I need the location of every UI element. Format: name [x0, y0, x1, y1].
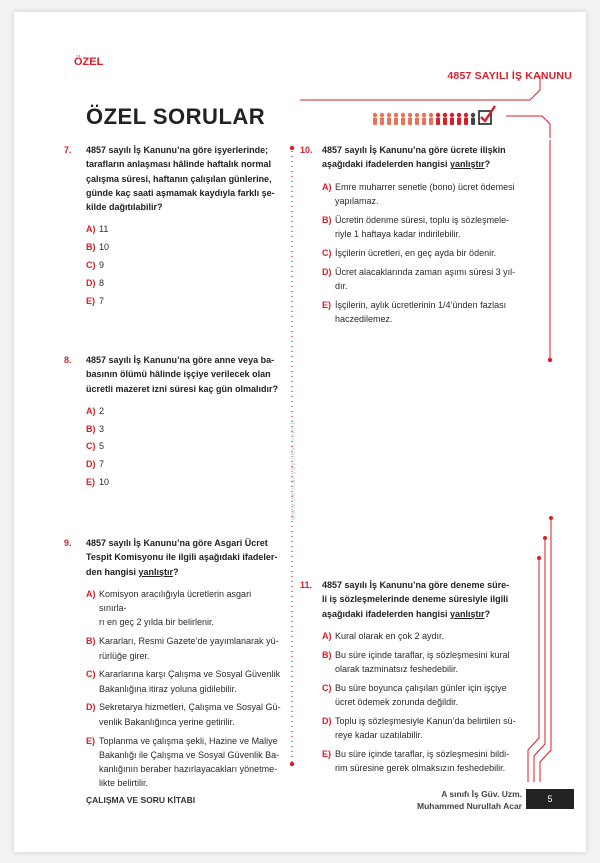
- author-title: A sınıfı İş Güv. Uzm.: [441, 789, 522, 799]
- question-line: 4857 sayılı İş Kanunu’na göre deneme süre-: [322, 580, 510, 590]
- question-mark: ?: [484, 608, 491, 619]
- option-line: Kararlarına karşı Çalışma ve Sosyal Güvenlik: [99, 669, 281, 680]
- question-mark: ?: [173, 566, 179, 577]
- option-letter: C): [86, 441, 96, 452]
- option-line: riyle 1 haftaya kadar indirilebilir.: [335, 228, 461, 239]
- option-e[interactable]: [86, 734, 281, 791]
- question-line: basının ölümü hâlinde işçiye verilecek olan: [86, 369, 271, 380]
- option-line: kanlığının beraber hazırlayacakları yönetme-: [99, 764, 278, 775]
- option-letter: B): [322, 214, 332, 225]
- question-9: [64, 536, 281, 795]
- option-c[interactable]: [86, 439, 281, 453]
- option-d[interactable]: [322, 714, 527, 743]
- option-line: venlik Bakanlığınca yerine getirilir.: [99, 716, 235, 727]
- question-line: li iş sözleşmelerinde deneme süresiyle ilgili: [322, 594, 509, 605]
- options: [322, 629, 527, 776]
- question-text: [322, 143, 527, 172]
- question-number: 10.: [300, 145, 313, 155]
- option-text: [335, 265, 527, 294]
- question-line-text: den hangisi: [86, 566, 139, 577]
- option-line: Kararları, Resmi Gazete’de yayımlanarak yü-: [99, 636, 279, 647]
- question-number: 8.: [64, 355, 72, 365]
- option-letter: D): [86, 459, 96, 470]
- emphasis-word: yanlıştır: [450, 608, 485, 619]
- option-line: Ücret alacaklarında zaman aşımı süresi 3 yıl-: [335, 266, 516, 277]
- question-text: [86, 353, 281, 396]
- option-letter: B): [86, 423, 96, 434]
- option-text: 9: [99, 260, 105, 271]
- question-10: [300, 143, 527, 331]
- option-d[interactable]: [86, 700, 281, 729]
- option-text: 5: [99, 441, 105, 452]
- question-line: çalışma süresi, haftanın çalışılan günlerine,: [86, 173, 272, 184]
- option-d[interactable]: [86, 457, 281, 471]
- option-text: [99, 634, 281, 663]
- option-line: reye kadar uzatılabilir.: [335, 730, 423, 741]
- question-8: [64, 353, 281, 493]
- people-row-icon: [372, 112, 490, 126]
- option-line: yapılamaz.: [335, 195, 379, 206]
- option-text: [99, 734, 281, 791]
- option-line: rürlüğe girer.: [99, 650, 150, 661]
- watermark: www.pelikanyayinevi.com.tr: [290, 418, 297, 520]
- option-line: olarak tazminatsız feshedebilir.: [335, 663, 459, 674]
- option-line: haczedilemez.: [335, 313, 393, 324]
- option-letter: E): [86, 735, 95, 746]
- option-e[interactable]: [86, 294, 281, 308]
- option-e[interactable]: [86, 475, 281, 489]
- option-text: 10: [99, 477, 110, 488]
- option-letter: C): [86, 260, 96, 271]
- option-b[interactable]: [86, 240, 281, 254]
- option-text: [335, 298, 527, 327]
- option-line: likte belirtilir.: [99, 778, 149, 789]
- option-line: Komisyon aracılığıyla ücretlerin asgari sınırla-: [99, 588, 252, 614]
- option-letter: C): [322, 247, 332, 258]
- option-letter: A): [322, 630, 332, 641]
- emphasis-word: yanlıştır: [138, 566, 174, 577]
- option-b[interactable]: [86, 634, 281, 663]
- option-letter: D): [86, 277, 96, 288]
- option-letter: E): [86, 477, 95, 488]
- option-letter: A): [322, 181, 332, 192]
- question-line: [322, 607, 527, 621]
- question-number: 11.: [300, 580, 313, 590]
- option-line: Bakanlığına itiraz yoluna gidilebilir.: [99, 683, 237, 694]
- question-11: [300, 578, 527, 780]
- option-text: [335, 180, 527, 209]
- option-letter: A): [86, 224, 96, 235]
- question-line: Tespit Komisyonu ile ilgili aşağıdaki ifadeler-: [86, 552, 278, 563]
- question-line: kilde dağıtılabilir?: [86, 202, 163, 213]
- option-letter: B): [322, 649, 332, 660]
- question-line: 4857 sayılı İş Kanunu’na göre anne veya ba-: [86, 355, 275, 365]
- question-line: [86, 565, 281, 579]
- option-line: Emre muharrer senetle (bono) ücret ödemesi: [335, 181, 515, 192]
- option-text: [99, 667, 281, 696]
- options: [86, 587, 281, 791]
- question-text: [86, 536, 281, 579]
- option-d[interactable]: [86, 276, 281, 290]
- option-text: [99, 587, 281, 630]
- option-line: Sekretarya hizmetleri, Çalışma ve Sosyal Gü-: [99, 702, 281, 713]
- question-mark: ?: [484, 159, 491, 170]
- option-letter: D): [86, 702, 96, 713]
- option-line: rim süresine gerek olmaksızın feshedebilir.: [335, 763, 506, 774]
- checkbox-check-icon: [478, 104, 496, 126]
- option-text: [335, 246, 527, 260]
- category-tag: ÖZEL: [74, 56, 104, 68]
- option-c[interactable]: [86, 667, 281, 696]
- option-e[interactable]: [322, 298, 527, 327]
- option-line: Toplanma ve çalışma şekli, Hazine ve Maliye: [99, 735, 278, 746]
- option-text: 7: [99, 459, 105, 470]
- option-line: İşçilerin, aylık ücretlerinin 1/4’ünden fazlası: [335, 299, 507, 310]
- option-text: [335, 714, 527, 743]
- option-text: 7: [99, 295, 105, 306]
- option-letter: A): [86, 405, 96, 416]
- option-line: İşçilerin ücretleri, en geç ayda bir ödenir.: [335, 247, 497, 258]
- option-letter: E): [86, 295, 95, 306]
- question-line: günde kaç saati aşmamak kaydıyla farklı şe-: [86, 187, 275, 198]
- option-letter: C): [86, 669, 96, 680]
- author-name: Muhammed Nurullah Acar: [416, 801, 522, 811]
- page-number: 5: [526, 789, 574, 809]
- option-letter: E): [322, 748, 331, 759]
- option-text: 2: [99, 405, 105, 416]
- option-line: Bu süre boyunca çalışılan günler için işçiye: [335, 682, 507, 693]
- option-c[interactable]: [322, 681, 527, 710]
- option-line: Toplu iş sözleşmesiyle Kanun’da belirtilen sü-: [335, 715, 516, 726]
- option-text: [335, 648, 527, 677]
- option-letter: B): [86, 242, 96, 253]
- question-line: [322, 157, 527, 171]
- option-letter: A): [86, 588, 96, 599]
- option-line: Kural olarak en çok 2 aydır.: [335, 630, 445, 641]
- option-a[interactable]: [86, 587, 281, 630]
- footer-book-title: ÇALIŞMA VE SORU KİTABI: [86, 795, 196, 805]
- question-line: 4857 sayılı İş Kanunu’na göre ücrete ilişkin: [322, 145, 506, 155]
- option-letter: B): [86, 636, 96, 647]
- question-line: 4857 sayılı İş Kanunu’na göre işyerlerinde;: [86, 145, 269, 155]
- option-a[interactable]: [322, 180, 527, 209]
- question-line: tarafların anlaşması hâlinde haftalık normal: [86, 159, 272, 170]
- option-text: 11: [99, 224, 109, 235]
- option-text: [335, 747, 527, 776]
- section-title: ÖZEL SORULAR: [86, 104, 266, 129]
- option-a[interactable]: [86, 404, 281, 418]
- option-text: [335, 213, 527, 242]
- option-letter: D): [322, 266, 332, 277]
- options: [86, 222, 281, 307]
- question-line-text: aşağıdaki ifadelerden hangisi: [322, 159, 451, 170]
- option-text: 10: [99, 242, 110, 253]
- option-line: Bakanlığı ile Çalışma ve Sosyal Güvenlik Ba-: [99, 749, 280, 760]
- question-line: ücretli mazeret izni süresi kaç gün olmalıdır?: [86, 383, 279, 394]
- question-text: [322, 578, 527, 621]
- option-b[interactable]: [322, 648, 527, 677]
- question-number: 7.: [64, 145, 72, 155]
- options: [322, 180, 527, 327]
- option-b[interactable]: [322, 213, 527, 242]
- option-a[interactable]: [322, 629, 527, 643]
- question-line: 4857 sayılı İş Kanunu’na göre Asgari Ücret: [86, 538, 268, 548]
- option-line: Ücretin ödenme süresi, toplu iş sözleşmele-: [335, 214, 510, 225]
- option-line: Bu süre içinde taraflar, iş sözleşmesini bildi-: [335, 748, 510, 759]
- book-title: 4857 SAYILI İŞ KANUNU: [447, 70, 572, 82]
- option-b[interactable]: [86, 422, 281, 436]
- question-number: 9.: [64, 538, 72, 548]
- option-a[interactable]: [86, 222, 281, 236]
- option-letter: D): [322, 715, 332, 726]
- option-c[interactable]: [322, 246, 527, 260]
- question-7: [64, 143, 281, 311]
- question-line-text: aşağıdaki ifadelerden hangisi: [322, 608, 451, 619]
- options: [86, 404, 281, 489]
- option-line: dır.: [335, 280, 348, 291]
- emphasis-word: yanlıştır: [450, 159, 485, 170]
- option-c[interactable]: [86, 258, 281, 272]
- option-letter: E): [322, 299, 331, 310]
- option-text: [99, 700, 281, 729]
- option-text: 3: [99, 423, 105, 434]
- option-text: 8: [99, 277, 105, 288]
- option-line: ücret ödemek zorunda değildir.: [335, 697, 459, 708]
- option-e[interactable]: [322, 747, 527, 776]
- option-text: [335, 681, 527, 710]
- footer-author: [417, 788, 522, 812]
- option-text: [335, 629, 527, 643]
- option-line: rı en geç 2 yılda bir belirlenir.: [99, 617, 215, 628]
- option-line: Bu süre içinde taraflar, iş sözleşmesini kural: [335, 649, 510, 660]
- option-d[interactable]: [322, 265, 527, 294]
- question-text: [86, 143, 281, 214]
- option-letter: C): [322, 682, 332, 693]
